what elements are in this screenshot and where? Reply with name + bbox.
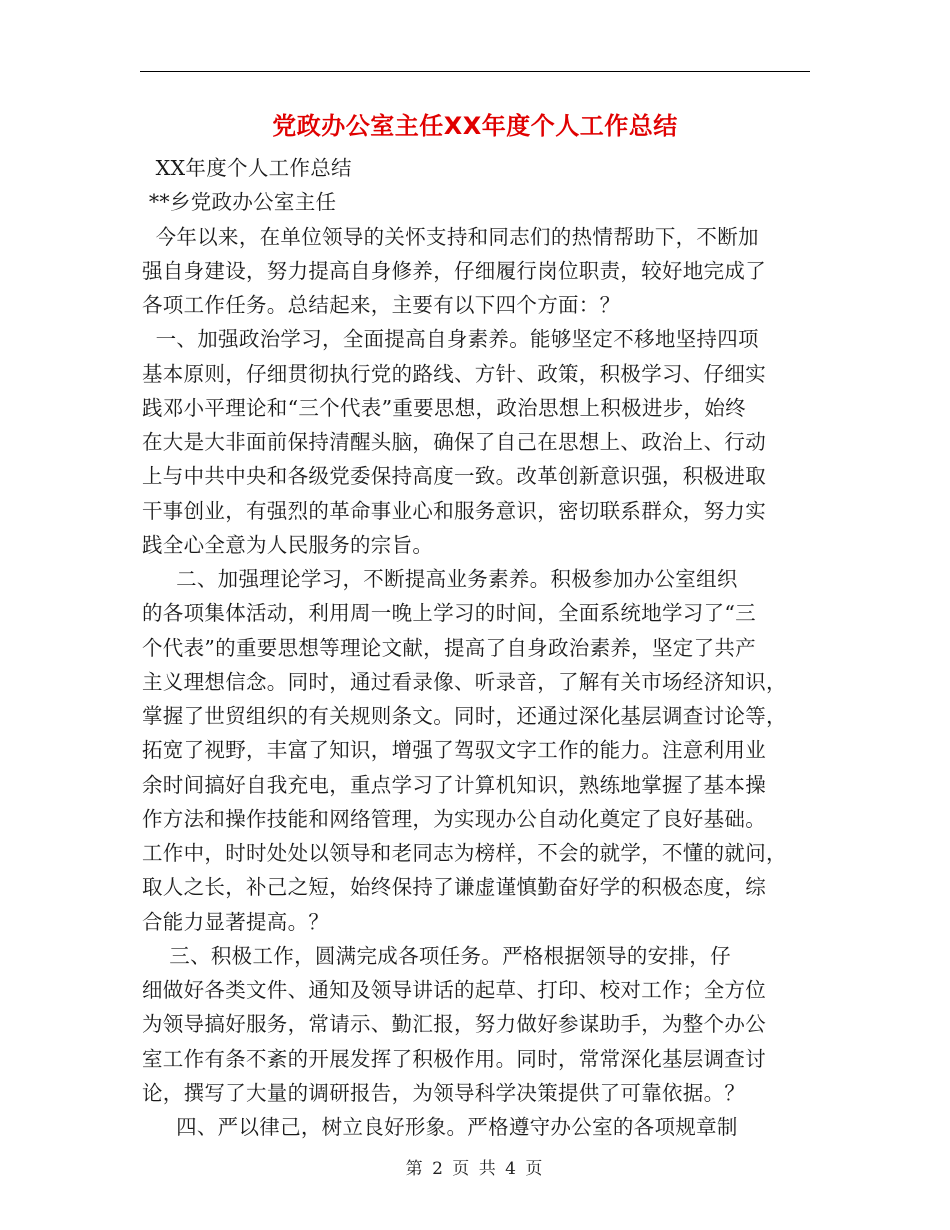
body-text-line: 上与中共中央和各级党委保持高度一致。改革创新意识强，积极进取 [142, 464, 766, 489]
body-text-line: 作方法和操作技能和网络管理，为实现办公自动化奠定了良好基础。 [142, 806, 766, 831]
body-text-line: 拓宽了视野，丰富了知识，增强了驾驭文字工作的能力。注意利用业 [142, 738, 766, 763]
body-text-line: 强自身建设，努力提高自身修养，仔细履行岗位职责，较好地完成了 [142, 258, 766, 283]
body-text-line: 室工作有条不紊的开展发挥了积极作用。同时，常常深化基层调查讨 [142, 1046, 766, 1071]
body-text-line: 为领导搞好服务，常请示、勤汇报，努力做好参谋助手，为整个办公 [142, 1012, 766, 1037]
body-text-line: 个代表”的重要思想等理论文献，提高了自身政治素养，坚定了共产 [142, 635, 756, 660]
body-text-line: 践全心全意为人民服务的宗旨。 [142, 532, 434, 557]
body-text-line: 二、加强理论学习，不断提高业务素养。积极参加办公室组织 [142, 567, 738, 591]
body-text-line: 干事创业，有强烈的革命事业心和服务意识，密切联系群众，努力实 [142, 498, 766, 523]
body-text-line: 在大是大非面前保持清醒头脑，确保了自己在思想上、政治上、行动 [142, 430, 766, 454]
body-text-line: 的各项集体活动，利用周一晚上学习的时间，全面系统地学习了“三 [142, 601, 756, 626]
body-text-line: 余时间搞好自我充电，重点学习了计算机知识，熟练地掌握了基本操 [142, 772, 766, 797]
body-text-line: 三、积极工作，圆满完成各项任务。严格根据领导的安排，仔 [142, 943, 731, 968]
body-text-line: **乡党政办公室主任 [142, 190, 337, 215]
body-text-line: 细做好各类文件、通知及领导讲话的起草、打印、校对工作；全方位 [142, 978, 766, 1002]
body-text-line: 掌握了世贸组织的有关规则条文。同时，还通过深化基层调查讨论等， [142, 704, 787, 728]
body-text-line: 论，撰写了大量的调研报告，为领导科学决策提供了可靠依据。？ [142, 1080, 746, 1105]
body-text-line: 工作中，时时处处以领导和老同志为榜样，不会的就学，不懂的就问， [142, 841, 787, 865]
header-rule [140, 71, 810, 72]
body-text-line: XX年度个人工作总结 [142, 156, 352, 180]
body-text-line: 一、加强政治学习，全面提高自身素养。能够坚定不移地坚持四项 [142, 327, 759, 352]
document-title: 党政办公室主任XX年度个人工作总结 [272, 112, 678, 140]
body-text-line: 各项工作任务。总结起来，主要有以下四个方面：？ [142, 293, 621, 317]
body-text-line: 基本原则，仔细贯彻执行党的路线、方针、政策，积极学习、仔细实 [142, 361, 766, 386]
body-text-line: 四、严以律己，树立良好形象。严格遵守办公室的各项规章制 [142, 1115, 738, 1139]
body-text-line: 践邓小平理论和“三个代表”重要思想，政治思想上积极进步，始终 [142, 395, 746, 420]
body-text-line: 取人之长，补己之短，始终保持了谦虚谨慎勤奋好学的积极态度，综 [142, 875, 766, 900]
page-footer: 第 2 页 共 4 页 [405, 1159, 545, 1179]
body-text-line: 主义理想信念。同时，通过看录像、听录音，了解有关市场经济知识， [142, 669, 787, 694]
body-text-line: 今年以来，在单位领导的关怀支持和同志们的热情帮助下，不断加 [142, 224, 759, 249]
body-text-line: 合能力显著提高。？ [142, 909, 330, 934]
